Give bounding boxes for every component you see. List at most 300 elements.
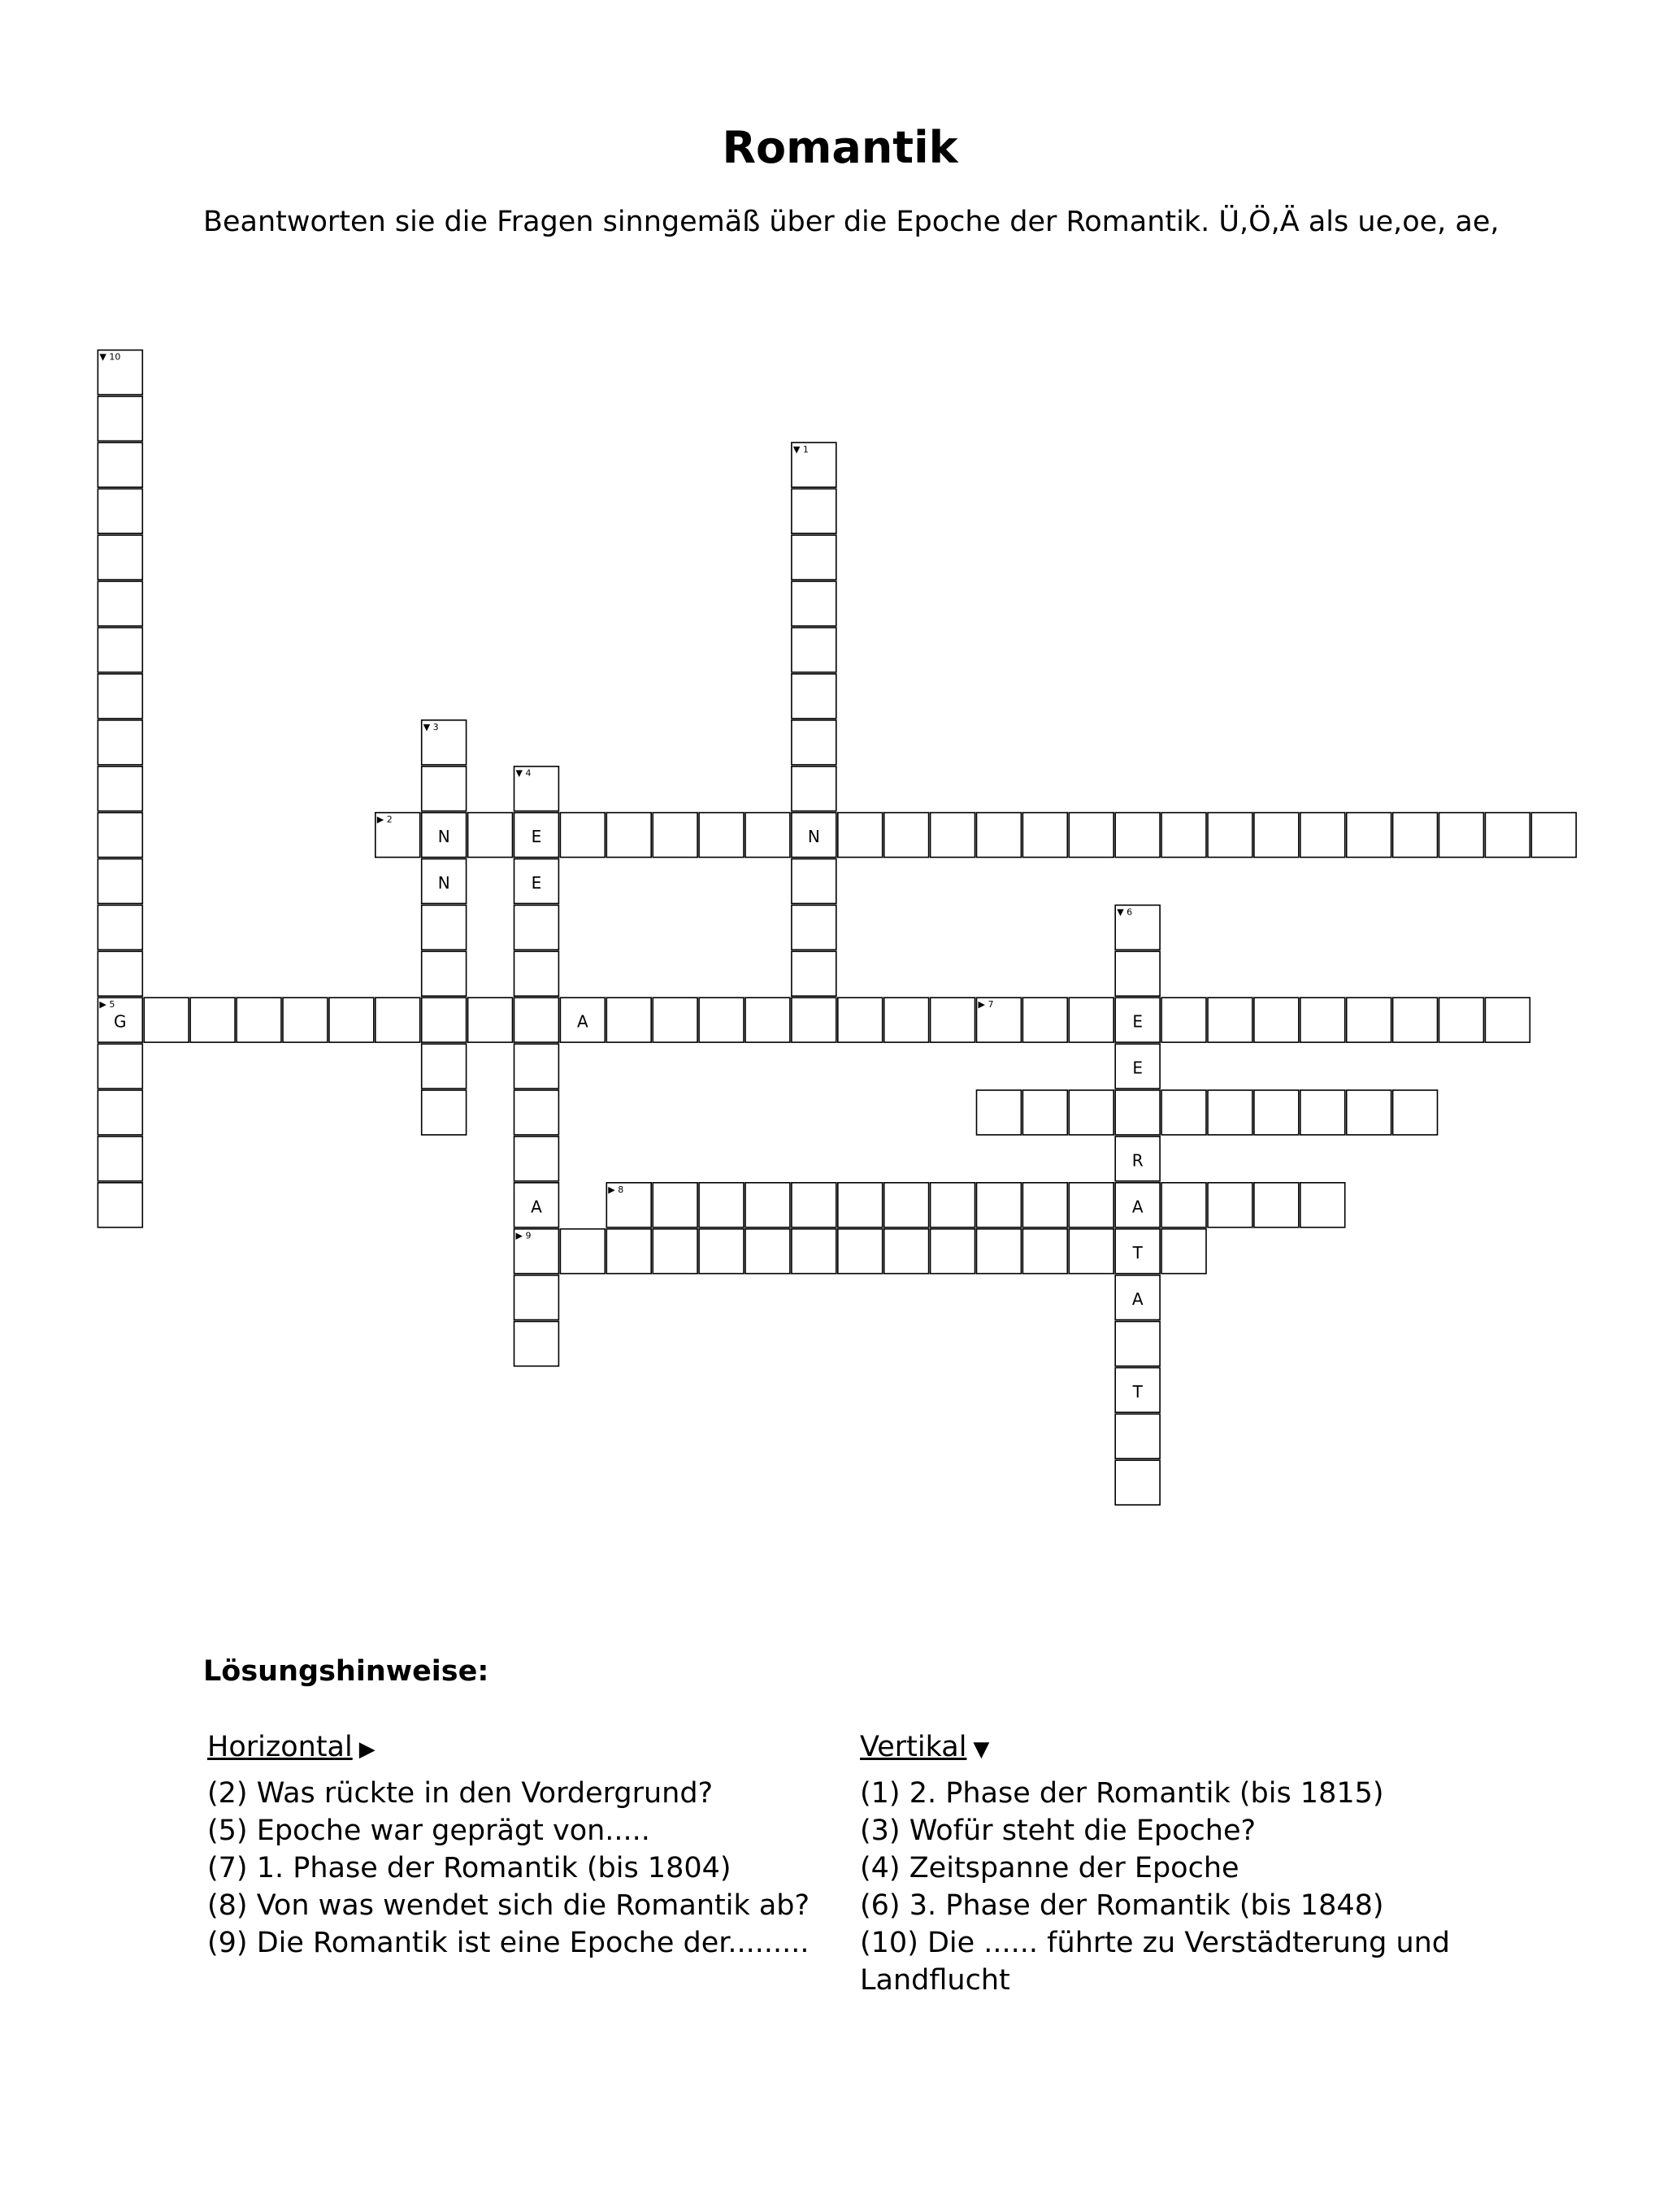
grid-cell[interactable] <box>1393 1090 1438 1135</box>
cell-letter: A <box>1131 1197 1144 1217</box>
grid-cell[interactable] <box>792 905 836 950</box>
cell-box[interactable] <box>98 674 142 719</box>
cell-box[interactable] <box>745 998 790 1042</box>
grid-cell[interactable] <box>1347 1090 1391 1135</box>
cell-box[interactable] <box>98 859 142 904</box>
cell-box[interactable] <box>1393 998 1438 1042</box>
cell-box[interactable] <box>1347 998 1391 1042</box>
cell-box[interactable] <box>792 767 836 811</box>
grid-cell[interactable] <box>1115 1183 1160 1228</box>
clue-v-1: (1) 2. Phase der Romantik (bis 1815) <box>860 1777 1384 1810</box>
grid-cell[interactable] <box>1115 1414 1160 1458</box>
cell-box[interactable] <box>884 998 929 1042</box>
cell-box[interactable] <box>1161 1229 1206 1274</box>
cell-box[interactable] <box>1115 1090 1160 1135</box>
cell-box[interactable] <box>1439 998 1484 1042</box>
cell-box[interactable] <box>653 813 697 858</box>
cell-box[interactable] <box>1300 998 1345 1042</box>
cell-box[interactable] <box>468 998 513 1042</box>
grid-cell[interactable] <box>329 998 374 1042</box>
grid-cell[interactable] <box>792 859 836 904</box>
cell-box[interactable] <box>792 674 836 719</box>
grid-cell[interactable] <box>838 813 883 858</box>
cell-box[interactable] <box>422 1044 467 1089</box>
cell-box[interactable] <box>514 1276 559 1320</box>
cell-box[interactable] <box>653 1183 697 1228</box>
grid-cell[interactable] <box>1069 813 1113 858</box>
grid-cell[interactable] <box>98 674 142 719</box>
cell-box[interactable] <box>838 1229 883 1274</box>
grid-cell[interactable] <box>144 998 189 1042</box>
grid-cell[interactable] <box>1208 998 1252 1042</box>
grid-cell[interactable] <box>977 998 1022 1042</box>
grid-cell[interactable] <box>422 1090 467 1135</box>
grid-cell[interactable] <box>514 1137 559 1181</box>
grid-cell[interactable] <box>1022 1183 1067 1228</box>
cell-box[interactable] <box>1115 1322 1160 1367</box>
grid-cell[interactable] <box>792 720 836 765</box>
cell-box[interactable] <box>1254 1090 1299 1135</box>
cell-box[interactable] <box>792 859 836 904</box>
cell-box[interactable] <box>1208 813 1252 858</box>
cell-box[interactable] <box>838 1183 883 1228</box>
cell-box[interactable] <box>98 1090 142 1135</box>
grid-cell[interactable] <box>1531 813 1576 858</box>
cell-box[interactable] <box>1069 1183 1113 1228</box>
cell-box[interactable] <box>1069 1090 1113 1135</box>
grid-cell[interactable] <box>977 1090 1022 1135</box>
grid-cell[interactable] <box>1069 1183 1113 1228</box>
cell-box[interactable] <box>838 998 883 1042</box>
grid-cell[interactable] <box>977 1229 1022 1274</box>
clue-number-10: ▼ 10 <box>99 351 121 363</box>
cell-box[interactable] <box>792 535 836 580</box>
grid-cell[interactable] <box>884 1229 929 1274</box>
grid-cell[interactable] <box>422 813 467 858</box>
grid-cell[interactable] <box>560 998 605 1042</box>
grid-cell[interactable] <box>560 1229 605 1274</box>
cell-box[interactable] <box>745 1183 790 1228</box>
grid-cell[interactable] <box>1393 998 1438 1042</box>
grid-cell[interactable] <box>514 767 559 811</box>
cell-box[interactable] <box>792 628 836 672</box>
grid-cell[interactable] <box>422 998 467 1042</box>
grid-cell[interactable] <box>376 998 420 1042</box>
grid-cell[interactable] <box>884 998 929 1042</box>
cell-box[interactable] <box>1161 998 1206 1042</box>
grid-cell[interactable] <box>1161 1229 1206 1274</box>
cell-box[interactable] <box>977 813 1022 858</box>
cell-box[interactable] <box>792 1229 836 1274</box>
cell-box[interactable] <box>514 905 559 950</box>
grid-cell[interactable] <box>606 813 651 858</box>
cell-box[interactable] <box>1022 1183 1067 1228</box>
grid-cell[interactable] <box>699 1183 744 1228</box>
grid-cell[interactable] <box>98 489 142 533</box>
horizontal-heading <box>207 1728 825 1768</box>
clue-number-2: ▶ 2 <box>376 814 393 825</box>
grid-cell[interactable] <box>977 1183 1022 1228</box>
cell-box[interactable] <box>1347 813 1391 858</box>
grid-cell[interactable] <box>745 998 790 1042</box>
cell-box[interactable] <box>98 1044 142 1089</box>
grid-cell[interactable] <box>98 905 142 950</box>
grid-cell[interactable] <box>98 581 142 626</box>
grid-cell[interactable] <box>1254 1183 1299 1228</box>
grid-cell[interactable] <box>653 1229 697 1274</box>
grid-cell[interactable] <box>1347 998 1391 1042</box>
cell-letter: T <box>1132 1381 1143 1402</box>
cell-box[interactable] <box>1022 1229 1067 1274</box>
clue-h-9: (9) Die Romantik ist eine Epoche der......... <box>207 1927 810 1959</box>
cell-box[interactable] <box>376 998 420 1042</box>
vertical-clues <box>860 1728 1478 1999</box>
grid-cell[interactable] <box>422 767 467 811</box>
cell-box[interactable] <box>1254 1183 1299 1228</box>
cell-letter: A <box>1131 1289 1144 1309</box>
cell-box[interactable] <box>237 998 281 1042</box>
cell-box[interactable] <box>514 1090 559 1135</box>
cell-box[interactable] <box>98 397 142 441</box>
grid-cell[interactable] <box>98 628 142 672</box>
grid-cell[interactable] <box>792 1229 836 1274</box>
grid-cell[interactable] <box>514 813 559 858</box>
grid-cell[interactable] <box>1300 1183 1345 1228</box>
grid-cell[interactable] <box>1115 1367 1160 1412</box>
cell-box[interactable] <box>1347 1090 1391 1135</box>
cell-box[interactable] <box>1531 813 1576 858</box>
cell-box[interactable] <box>931 1229 975 1274</box>
grid-cell[interactable] <box>98 1137 142 1181</box>
grid-cell[interactable] <box>98 397 142 441</box>
cell-box[interactable] <box>1022 813 1067 858</box>
cell-box[interactable] <box>1161 1090 1206 1135</box>
cell-box[interactable] <box>560 813 605 858</box>
grid-cell[interactable] <box>1115 1137 1160 1181</box>
cell-box[interactable] <box>98 442 142 487</box>
grid-cell[interactable] <box>745 1229 790 1274</box>
cell-box[interactable] <box>745 1229 790 1274</box>
cell-box[interactable] <box>560 1229 605 1274</box>
grid-cell[interactable] <box>190 998 235 1042</box>
grid-cell[interactable] <box>1022 1090 1067 1135</box>
cell-box[interactable] <box>514 1322 559 1367</box>
cell-box[interactable] <box>98 489 142 533</box>
grid-cell[interactable] <box>98 998 142 1042</box>
cell-box[interactable] <box>1485 998 1530 1042</box>
grid-cell[interactable] <box>653 998 697 1042</box>
cell-box[interactable] <box>606 1229 651 1274</box>
cell-box[interactable] <box>699 1183 744 1228</box>
grid-cell[interactable] <box>98 767 142 811</box>
grid-cell[interactable] <box>1115 905 1160 950</box>
cell-box[interactable] <box>1208 1183 1252 1228</box>
grid-cell[interactable] <box>792 674 836 719</box>
cell-box[interactable] <box>606 813 651 858</box>
cell-box[interactable] <box>98 628 142 672</box>
grid-cell[interactable] <box>1115 1276 1160 1320</box>
grid-cell[interactable] <box>792 1183 836 1228</box>
grid-cell[interactable] <box>1069 1229 1113 1274</box>
grid-cell[interactable] <box>98 813 142 858</box>
grid-cell[interactable] <box>514 905 559 950</box>
grid-cell[interactable] <box>699 1229 744 1274</box>
grid-cell[interactable] <box>931 813 975 858</box>
cell-box[interactable] <box>1208 998 1252 1042</box>
cell-box[interactable] <box>1300 1090 1345 1135</box>
cell-box[interactable] <box>98 951 142 996</box>
cell-box[interactable] <box>792 1183 836 1228</box>
grid-cell[interactable] <box>98 1044 142 1089</box>
grid-cell[interactable] <box>1115 951 1160 996</box>
grid-cell[interactable] <box>792 442 836 487</box>
grid-cell[interactable] <box>1208 1183 1252 1228</box>
cell-box[interactable] <box>884 813 929 858</box>
grid-cell[interactable] <box>98 859 142 904</box>
grid-cell[interactable] <box>98 350 142 395</box>
grid-cell[interactable] <box>1393 813 1438 858</box>
cell-box[interactable] <box>144 998 189 1042</box>
cell-box[interactable] <box>1485 813 1530 858</box>
grid-cell[interactable] <box>653 1183 697 1228</box>
grid-cell[interactable] <box>1485 813 1530 858</box>
grid-cell[interactable] <box>1161 813 1206 858</box>
horizontal-label: Horizontal <box>207 1731 353 1763</box>
hints-heading: Lösungshinweise: <box>203 1655 489 1688</box>
cell-box[interactable] <box>422 998 467 1042</box>
cell-box[interactable] <box>977 1183 1022 1228</box>
cell-box[interactable] <box>468 813 513 858</box>
cell-box[interactable] <box>1161 1183 1206 1228</box>
grid-cell[interactable] <box>1300 1090 1345 1135</box>
cell-box[interactable] <box>283 998 328 1042</box>
grid-cell[interactable] <box>98 720 142 765</box>
cell-box[interactable] <box>1300 813 1345 858</box>
grid-cell[interactable] <box>1161 1090 1206 1135</box>
cell-box[interactable] <box>514 1137 559 1181</box>
grid-cell[interactable] <box>745 1183 790 1228</box>
grid-cell[interactable] <box>1300 813 1345 858</box>
cell-box[interactable] <box>422 905 467 950</box>
cell-box[interactable] <box>745 813 790 858</box>
cell-box[interactable] <box>1208 1090 1252 1135</box>
cell-box[interactable] <box>1393 1090 1438 1135</box>
cell-box[interactable] <box>1254 998 1299 1042</box>
cell-box[interactable] <box>98 1137 142 1181</box>
cell-box[interactable] <box>98 1183 142 1228</box>
grid-cell[interactable] <box>1254 998 1299 1042</box>
grid-cell[interactable] <box>1022 998 1067 1042</box>
grid-cell[interactable] <box>1439 813 1484 858</box>
grid-cell[interactable] <box>468 998 513 1042</box>
cell-box[interactable] <box>931 998 975 1042</box>
clue-number-6: ▼ 6 <box>1117 906 1133 918</box>
grid-cell[interactable] <box>283 998 328 1042</box>
grid-cell[interactable] <box>931 1183 975 1228</box>
grid-cell[interactable] <box>1254 813 1299 858</box>
grid-cell[interactable] <box>98 1183 142 1228</box>
cell-box[interactable] <box>1115 813 1160 858</box>
grid-cell[interactable] <box>514 1229 559 1274</box>
cell-box[interactable] <box>1393 813 1438 858</box>
cell-box[interactable] <box>653 998 697 1042</box>
grid-cell[interactable] <box>1115 1044 1160 1089</box>
grid-cell[interactable] <box>838 998 883 1042</box>
clue-h-5: (5) Epoche war geprägt von..... <box>207 1815 650 1847</box>
grid-cell[interactable] <box>1208 1090 1252 1135</box>
cell-letter: T <box>1132 1243 1143 1263</box>
cell-box[interactable] <box>792 489 836 533</box>
grid-cell[interactable] <box>98 951 142 996</box>
cell-box[interactable] <box>422 951 467 996</box>
grid-cell[interactable] <box>1022 1229 1067 1274</box>
grid-cell[interactable] <box>884 813 929 858</box>
grid-cell[interactable] <box>792 767 836 811</box>
grid-cell[interactable] <box>792 581 836 626</box>
grid-cell[interactable] <box>1115 1460 1160 1505</box>
grid-cell[interactable] <box>931 1229 975 1274</box>
cell-box[interactable] <box>792 905 836 950</box>
cell-box[interactable] <box>1439 813 1484 858</box>
grid-cell[interactable] <box>792 998 836 1042</box>
cell-box[interactable] <box>699 813 744 858</box>
cell-box[interactable] <box>1022 998 1067 1042</box>
grid-cell[interactable] <box>514 1090 559 1135</box>
grid-cell[interactable] <box>1485 998 1530 1042</box>
grid-cell[interactable] <box>1161 998 1206 1042</box>
cell-box[interactable] <box>514 1044 559 1089</box>
cell-box[interactable] <box>190 998 235 1042</box>
grid-cell[interactable] <box>422 1044 467 1089</box>
cell-box[interactable] <box>514 998 559 1042</box>
clue-v-10: (10) Die ...... führte zu Verstädterung und Landflucht <box>860 1927 1451 1997</box>
clue-h-2: (2) Was rückte in den Vordergrund? <box>207 1777 714 1810</box>
cell-box[interactable] <box>514 951 559 996</box>
cell-box[interactable] <box>977 1229 1022 1274</box>
cell-box[interactable] <box>931 1183 975 1228</box>
cell-box[interactable] <box>884 1183 929 1228</box>
grid-cell[interactable] <box>931 998 975 1042</box>
cell-box[interactable] <box>98 905 142 950</box>
grid-cell[interactable] <box>699 813 744 858</box>
cell-box[interactable] <box>98 813 142 858</box>
cell-box[interactable] <box>1022 1090 1067 1135</box>
cell-box[interactable] <box>977 1090 1022 1135</box>
cell-box[interactable] <box>1300 1183 1345 1228</box>
grid-cell[interactable] <box>514 998 559 1042</box>
grid-cell[interactable] <box>1115 1322 1160 1367</box>
cell-box[interactable] <box>422 1090 467 1135</box>
grid-cell[interactable] <box>1115 998 1160 1042</box>
grid-cell[interactable] <box>514 1322 559 1367</box>
grid-cell[interactable] <box>792 813 836 858</box>
grid-cell[interactable] <box>792 628 836 672</box>
grid-cell[interactable] <box>838 1229 883 1274</box>
grid-cell[interactable] <box>1161 1183 1206 1228</box>
grid-cell[interactable] <box>1300 998 1345 1042</box>
grid-cell[interactable] <box>1208 813 1252 858</box>
cell-box[interactable] <box>606 998 651 1042</box>
grid-cell[interactable] <box>514 951 559 996</box>
grid-cell[interactable] <box>422 720 467 765</box>
cell-box[interactable] <box>699 1229 744 1274</box>
grid-cell[interactable] <box>560 813 605 858</box>
cell-box[interactable] <box>1115 951 1160 996</box>
grid-cell[interactable] <box>1439 998 1484 1042</box>
cell-box[interactable] <box>653 1229 697 1274</box>
grid-cell[interactable] <box>1115 813 1160 858</box>
cell-box[interactable] <box>98 720 142 765</box>
grid-cell[interactable] <box>514 859 559 904</box>
grid-cell[interactable] <box>514 1276 559 1320</box>
cell-box[interactable] <box>884 1229 929 1274</box>
grid-cell[interactable] <box>98 535 142 580</box>
grid-cell[interactable] <box>514 1044 559 1089</box>
cell-box[interactable] <box>98 535 142 580</box>
cell-box[interactable] <box>699 998 744 1042</box>
grid-cell[interactable] <box>699 998 744 1042</box>
grid-cell[interactable] <box>1115 1229 1160 1274</box>
grid-cell[interactable] <box>1069 1090 1113 1135</box>
grid-cell[interactable] <box>792 951 836 996</box>
cell-box[interactable] <box>792 998 836 1042</box>
grid-cell[interactable] <box>792 535 836 580</box>
grid-cell[interactable] <box>977 813 1022 858</box>
grid-cell[interactable] <box>1347 813 1391 858</box>
cell-box[interactable] <box>931 813 975 858</box>
grid-cell[interactable] <box>422 859 467 904</box>
cell-box[interactable] <box>329 998 374 1042</box>
clue-number-1: ▼ 1 <box>792 444 809 455</box>
grid-cell[interactable] <box>745 813 790 858</box>
grid-cell[interactable] <box>468 813 513 858</box>
grid-cell[interactable] <box>838 1183 883 1228</box>
grid-cell[interactable] <box>1254 1090 1299 1135</box>
cell-box[interactable] <box>1161 813 1206 858</box>
cell-box[interactable] <box>422 767 467 811</box>
grid-cell[interactable] <box>514 1183 559 1228</box>
cell-box[interactable] <box>98 581 142 626</box>
grid-cell[interactable] <box>237 998 281 1042</box>
cell-box[interactable] <box>1115 1414 1160 1458</box>
grid-cell[interactable] <box>1069 998 1113 1042</box>
grid-cell[interactable] <box>376 813 420 858</box>
cell-box[interactable] <box>1069 1229 1113 1274</box>
grid-cell[interactable] <box>653 813 697 858</box>
grid-cell[interactable] <box>422 905 467 950</box>
grid-cell[interactable] <box>98 442 142 487</box>
cell-box[interactable] <box>792 720 836 765</box>
cell-box[interactable] <box>1115 1460 1160 1505</box>
cell-box[interactable] <box>1254 813 1299 858</box>
cell-box[interactable] <box>792 951 836 996</box>
grid-cell[interactable] <box>606 998 651 1042</box>
grid-cell[interactable] <box>422 951 467 996</box>
grid-cell[interactable] <box>884 1183 929 1228</box>
cell-box[interactable] <box>792 581 836 626</box>
grid-cell[interactable] <box>98 1090 142 1135</box>
cell-letter: E <box>1132 1011 1144 1032</box>
grid-cell[interactable] <box>792 489 836 533</box>
grid-cell[interactable] <box>1115 1090 1160 1135</box>
grid-cell[interactable] <box>606 1183 651 1228</box>
cell-box[interactable] <box>1069 998 1113 1042</box>
grid-cell[interactable] <box>606 1229 651 1274</box>
cell-box[interactable] <box>838 813 883 858</box>
grid-cell[interactable] <box>1022 813 1067 858</box>
cell-box[interactable] <box>98 767 142 811</box>
cell-box[interactable] <box>1069 813 1113 858</box>
